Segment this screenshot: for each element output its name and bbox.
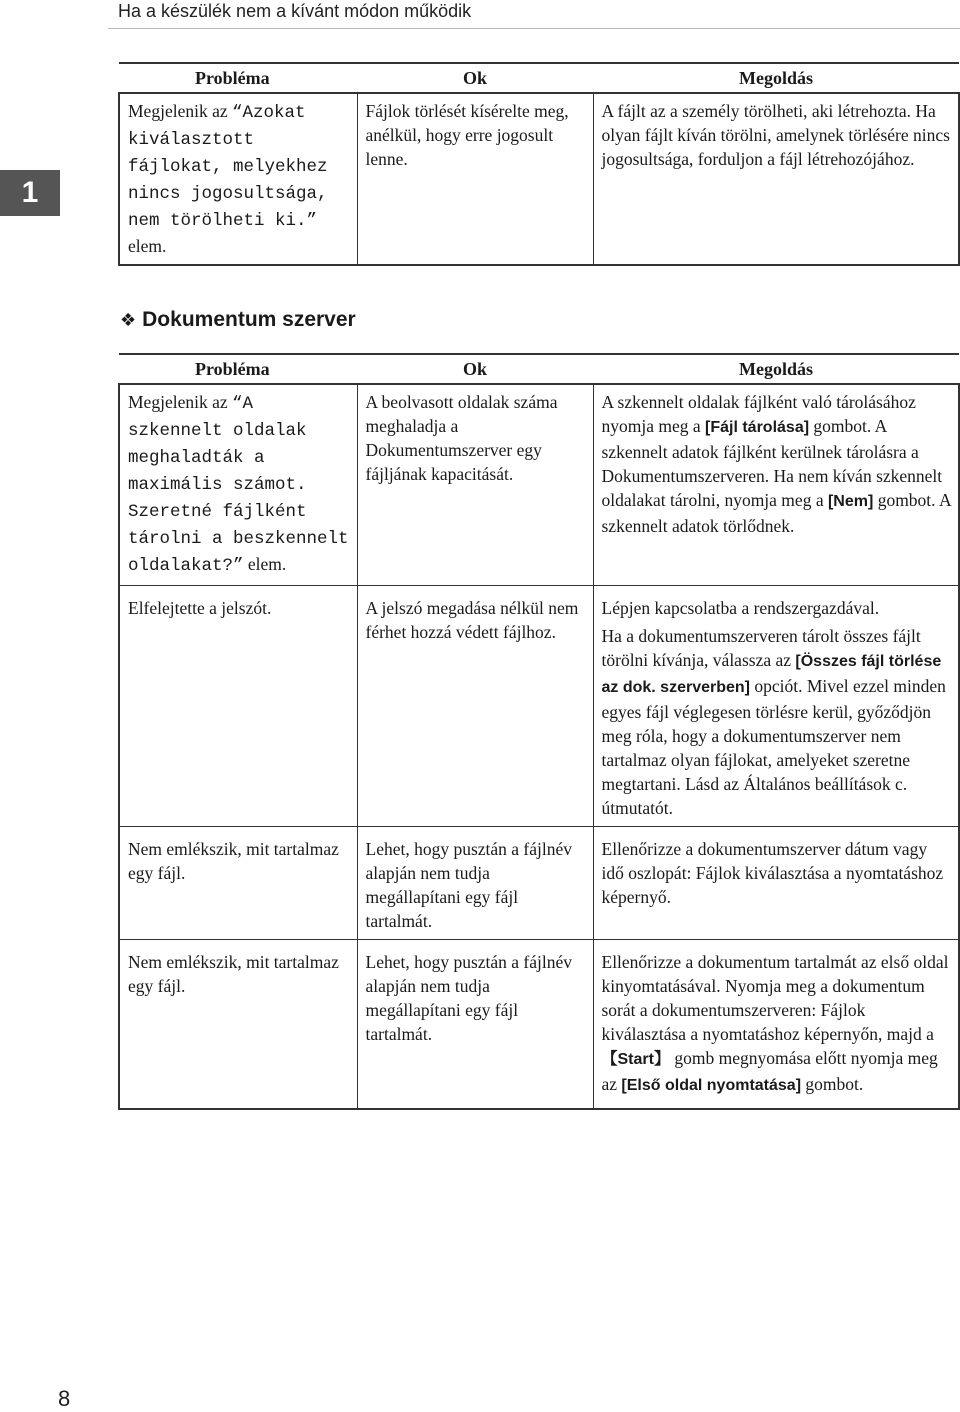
column-header-problem: Probléma [119,63,357,93]
solution-text: gombot. A szkennelt adatok törlődnek. [601,490,951,536]
solution-text: gomb megnyomása előtt nyomja meg az [601,1048,938,1094]
message-text: “Azokat kiválasztott fájlokat, melyekhez nincs jogosultsága, nem törölheti ki.” [128,103,328,231]
problem-cell [119,93,357,265]
column-header-solution: Megoldás [593,354,959,384]
column-header-cause: Ok [357,354,593,384]
problem-cell [119,384,357,586]
problem-cell: Nem emlékszik, mit tartalmaz egy fájl. [119,827,357,940]
store-file-key: [Fájl tárolása] [705,419,810,436]
cause-cell: A jelszó megadása nélkül nem férhet hozzá védett fájlhoz. [357,586,593,827]
solution-cell: A fájlt az a személy törölheti, aki létrehozta. Ha olyan fájlt kíván törölni, amelynek törlésére nincs jogosultsága, forduljon a fájl létrehozójához. [593,93,959,265]
print-first-page-key: [Első oldal nyomtatása] [621,1077,802,1094]
table-row [119,827,959,940]
table-row [119,384,959,586]
delete-all-files-key: [Összes fájl törlése az dok. szerverben] [601,653,942,696]
troubleshooting-table-document-server [118,353,960,1110]
table-row [119,940,959,1110]
table-row [119,586,959,827]
diamond-icon: ❖ [120,310,137,330]
problem-cell: Elfelejtette a jelszót. [119,586,357,827]
solution-paragraph: Lépjen kapcsolatba a rendszergazdával. [601,598,880,618]
chapter-tab: 1 [0,170,60,216]
message-text: “A szkennelt oldalak meghaladták a maximális számot. Szeretné fájlként tárolni a beszkennelt oldalakat?” [128,394,349,576]
column-header-cause: Ok [357,63,593,93]
section-heading [120,308,356,332]
section-title: Dokumentum szerver [142,308,356,331]
problem-text: Megjelenik az [128,101,232,121]
table-header-row [119,63,959,93]
no-key: [Nem] [827,493,874,510]
solution-cell [593,940,959,1110]
solution-text: Ha a dokumentumszerveren tárolt összes fájlt törölni kívánja, válassza az [601,626,921,670]
table-row [119,93,959,265]
solution-text: A szkennelt oldalak fájlként való tárolásához nyomja meg a [601,392,916,436]
page-number: 8 [58,1386,71,1411]
start-key: 【Start】 [601,1051,670,1068]
problem-cell: Nem emlékszik, mit tartalmaz egy fájl. [119,940,357,1110]
solution-cell [593,384,959,586]
column-header-problem: Probléma [119,354,357,384]
cause-cell: Lehet, hogy pusztán a fájlnév alapján nem tudja megállapítani egy fájl tartalmát. [357,827,593,940]
solution-cell [593,586,959,827]
solution-text: opciót. Mivel ezzel minden egyes fájl véglegesen törlésre kerül, győződjön meg róla, hogy a dokumentumszerver nem tartalmaz olyan fájlokat, amelyeket szeretne megtartani. Lásd az Általános beállítások c. útmutatót. [601,676,946,818]
solution-text: gombot. A szkennelt adatok fájlként kerülnek tárolásra a Dokumentumszerveren. Ha nem kíván szkennelt oldalakat tárolni, nyomja meg a [601,416,943,510]
troubleshooting-table-general [118,62,960,266]
table-header-row [119,354,959,384]
solution-cell: Ellenőrizze a dokumentumszerver dátum vagy idő oszlopát: Fájlok kiválasztása a nyomtatáshoz képernyő. [593,827,959,940]
problem-suffix: elem. [128,236,167,256]
problem-suffix: elem. [243,554,287,574]
problem-text: Megjelenik az [128,392,232,412]
header-divider [108,28,960,29]
cause-cell: Lehet, hogy pusztán a fájlnév alapján nem tudja megállapítani egy fájl tartalmát. [357,940,593,1110]
cause-cell: A beolvasott oldalak száma meghaladja a Dokumentumszerver egy fájljának kapacitását. [357,384,593,586]
solution-text: gombot. [801,1074,864,1094]
running-header: Ha a készülék nem a kívánt módon működik [118,1,472,21]
cause-cell: Fájlok törlését kísérelte meg, anélkül, hogy erre jogosult lenne. [357,93,593,265]
solution-text: Ellenőrizze a dokumentum tartalmát az első oldal kinyomtatásával. Nyomja meg a dokumentum sorát a dokumentumszerveren: Fájlok kiválasztása a nyomtatáshoz képernyőn, majd a [601,952,949,1044]
column-header-solution: Megoldás [593,63,959,93]
